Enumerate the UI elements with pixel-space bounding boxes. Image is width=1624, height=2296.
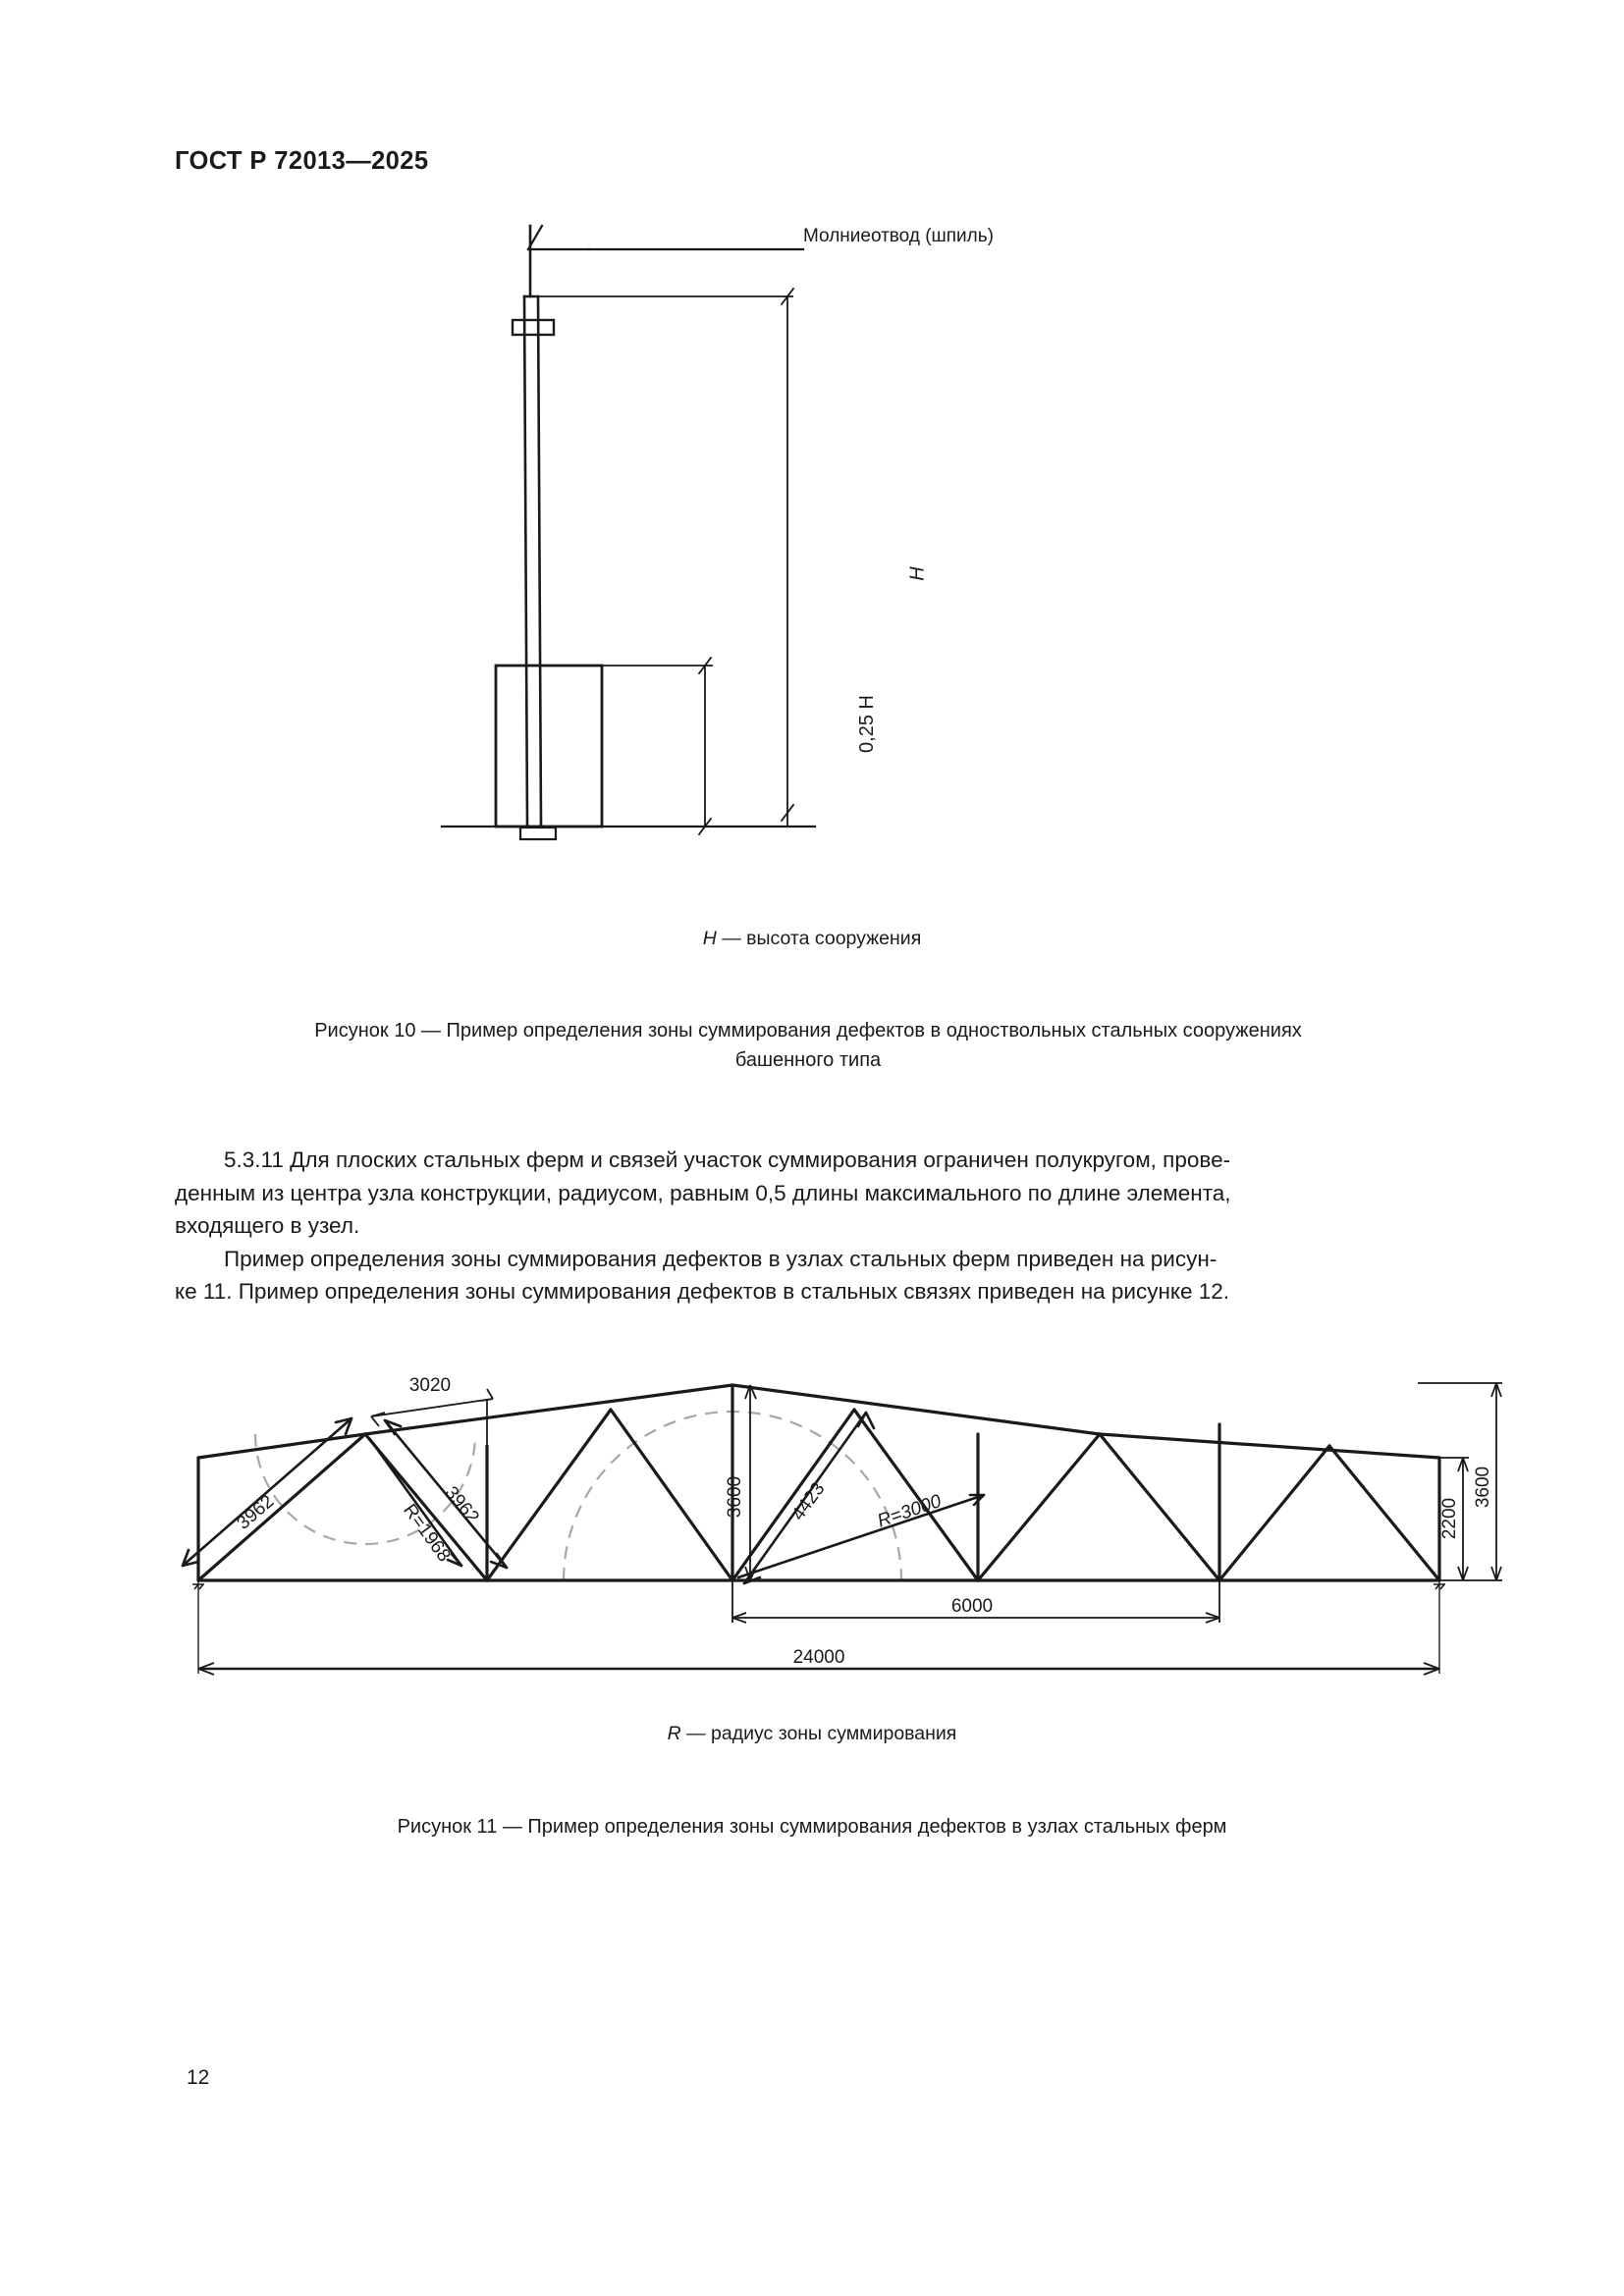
dim-3962-left [183,1418,352,1566]
figure-10-drawing [422,226,1208,893]
dim-label-r-1968: R=1968 [399,1500,455,1567]
figure-11-drawing [177,1369,1512,1693]
web-d1 [198,1434,365,1580]
height-dimension-label: H [906,566,929,581]
clause-line-2: денным из центра узла конструкции, радиусом, равным 0,5 длины максимального по длине элемента, [175,1180,1231,1205]
figure-11-svg [177,1369,1512,1693]
figure-11-legend-text: — радиус зоны суммирования [686,1723,957,1744]
dim-label-6000: 6000 [950,1596,994,1617]
web-d6 [854,1410,978,1580]
figure-10-legend-text: — высота сооружения [722,928,922,949]
example-line-2-row [175,1275,1446,1308]
figure-10-legend-symbol: H [702,928,717,949]
clause-line-1: 5.3.11 Для плоских стальных ферм и связей участок суммирования ограничен полукругом, прове- [224,1148,1231,1172]
web-d9 [1219,1446,1329,1580]
page-number: 12 [187,2066,210,2089]
web-d4 [611,1410,732,1580]
web-d7 [978,1434,1100,1580]
body-text-block [175,1144,1446,1308]
dim-label-3962-right: 3962 [440,1482,483,1528]
lightning-rod-label: Молниеотвод (шпиль) [803,226,994,246]
example-line-2: ке 11. Пример определения зоны суммирования дефектов в стальных связях приведен на рисунке 12. [175,1279,1230,1304]
dim-3020-line [371,1399,493,1416]
clause-paragraph [175,1144,1446,1177]
figure-10-svg [422,226,1208,893]
figure-11-caption: Рисунок 11 — Пример определения зоны суммирования дефектов в узлах стальных ферм [397,1816,1227,1838]
document-standard-header: ГОСТ Р 72013—2025 [175,147,429,175]
zone-dimension-label: 0,25 H [855,695,878,753]
figure-10-caption-line-1: Рисунок 10 — Пример определения зоны суммирования дефектов в одноствольных стальных сооружениях [314,1020,1302,1041]
figure-10-legend [0,928,1624,950]
dim-label-3962-left: 3962 [233,1491,279,1534]
dim-label-3020: 3020 [408,1375,452,1396]
clause-line-3: входящего в узел. [175,1213,360,1238]
clause-line-3-row [175,1209,1446,1243]
example-paragraph [175,1243,1446,1276]
web-d3 [487,1410,611,1580]
dim-label-24000: 24000 [792,1647,845,1668]
dim-label-4423: 4423 [787,1478,830,1525]
web-d10 [1329,1446,1439,1580]
dim-label-2200: 2200 [1439,1497,1460,1540]
figure-11-legend-symbol: R [667,1723,681,1744]
dim-label-3600-right: 3600 [1473,1466,1493,1509]
figure-10-caption [175,1016,1441,1075]
example-line-1: Пример определения зоны суммирования дефектов в узлах стальных ферм приведен на рисун- [224,1246,1218,1271]
clause-line-2-row [175,1177,1446,1210]
dim-label-r-3000: R=3000 [875,1490,945,1532]
web-d8 [1100,1434,1219,1580]
dim-label-3600-mid: 3600 [725,1475,745,1519]
figure-10-caption-line-2: башенного типа [734,1049,882,1071]
figure-11-legend [0,1723,1624,1745]
